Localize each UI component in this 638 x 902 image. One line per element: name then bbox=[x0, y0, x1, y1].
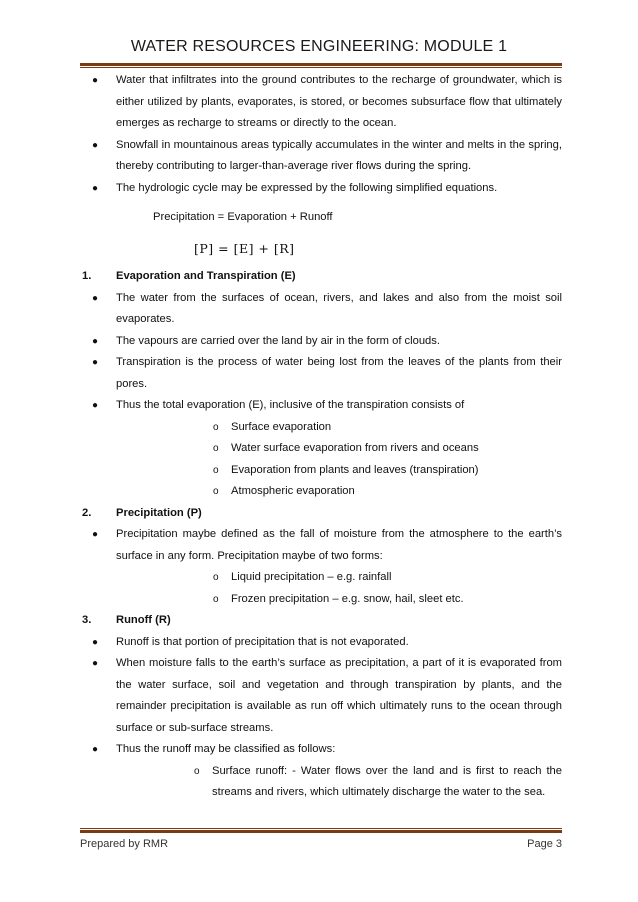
sub-text: Evaporation from plants and leaves (transpiration) bbox=[231, 463, 479, 476]
sub-marker: o bbox=[213, 421, 219, 433]
bullet-text: Thus the runoff may be classified as follows: bbox=[116, 743, 336, 755]
bullet-marker: ● bbox=[92, 529, 99, 540]
section-heading bbox=[82, 503, 562, 525]
bullet-text: The hydrologic cycle may be expressed by the following simplified equations. bbox=[116, 181, 498, 194]
bullet-marker: ● bbox=[92, 400, 99, 411]
footer-rule bbox=[80, 828, 562, 833]
page-body bbox=[82, 70, 562, 804]
bullet-marker: ● bbox=[92, 744, 99, 755]
bullet-item bbox=[82, 135, 562, 178]
bullet-marker: ● bbox=[92, 139, 99, 151]
page-footer bbox=[80, 838, 562, 850]
bullet-marker: ● bbox=[92, 335, 99, 347]
equation-symbols: [P] = [E] + [R] bbox=[194, 240, 295, 256]
bullet-marker: ● bbox=[92, 182, 99, 194]
bullet-marker: ● bbox=[92, 357, 99, 368]
bullet-text: Snowfall in mountainous areas typically accumulates in the winter and melts in the spring, thereby contributing to larger-than-average river flows during the spring. bbox=[116, 138, 562, 172]
sub-item bbox=[82, 761, 562, 804]
bullet-text: Water that infiltrates into the ground contributes to the recharge of groundwater, which is either utilized by plants, evaporates, is stored, or becomes subsurface flow that ultimately emerges as recharge to streams or directly to the ocean. bbox=[116, 74, 562, 129]
sub-item bbox=[82, 567, 562, 589]
bullet-item bbox=[82, 632, 562, 654]
bullet-text: When moisture falls to the earth’s surface as precipitation, a part of it is evaporated from the water surface, soil and vegetation and through transpiration by plants, and the remainder precipitation is available as run off which ultimately runs to the ocean through surface or sub-surface streams. bbox=[116, 657, 562, 734]
sub-item bbox=[82, 589, 562, 611]
section-number: 1. bbox=[82, 270, 92, 282]
sub-marker: o bbox=[213, 486, 219, 497]
section-title: Precipitation (P) bbox=[116, 506, 202, 519]
bullet-item bbox=[82, 653, 562, 739]
sub-text: Liquid precipitation – e.g. rainfall bbox=[231, 571, 392, 583]
sub-marker: o bbox=[213, 593, 219, 605]
section-number: 3. bbox=[82, 614, 92, 626]
bullet-item bbox=[82, 288, 562, 331]
bullet-marker: ● bbox=[92, 658, 99, 669]
sub-marker: o bbox=[213, 464, 219, 476]
bullet-text: Runoff is that portion of precipitation that is not evaporated. bbox=[116, 635, 409, 648]
page-header-title: WATER RESOURCES ENGINEERING: MODULE 1 bbox=[130, 38, 508, 55]
header-rule bbox=[80, 63, 562, 68]
bullet-marker: ● bbox=[92, 75, 99, 86]
bullet-text: Precipitation maybe defined as the fall of moisture from the atmosphere to the earth’s surface in any form. Precipitation maybe of two forms: bbox=[116, 528, 562, 562]
bullet-item bbox=[82, 395, 562, 417]
sub-text: Surface runoff: - Water flows over the land and is first to reach the streams and rivers, which ultimately discharge the water to the sea. bbox=[212, 764, 562, 798]
sub-item bbox=[82, 481, 562, 503]
section-title: Runoff (R) bbox=[116, 614, 171, 626]
section-number: 2. bbox=[82, 506, 92, 519]
sub-text: Frozen precipitation – e.g. snow, hail, sleet etc. bbox=[231, 592, 464, 605]
bullet-item bbox=[82, 70, 562, 135]
bullet-item bbox=[82, 331, 562, 353]
bullet-text: Transpiration is the process of water being lost from the leaves of the plants from their pores. bbox=[116, 356, 562, 390]
sub-text: Atmospheric evaporation bbox=[231, 485, 355, 497]
page-number: Page 3 bbox=[527, 838, 562, 850]
sub-marker: o bbox=[213, 572, 219, 583]
footer-author: Prepared by RMR bbox=[80, 838, 169, 850]
sub-text: Surface evaporation bbox=[231, 420, 332, 433]
bullet-marker: ● bbox=[92, 636, 99, 648]
sub-item bbox=[82, 438, 562, 460]
bullet-text: The water from the surfaces of ocean, rivers, and lakes and also from the moist soil evaporates. bbox=[116, 291, 562, 325]
bullet-item bbox=[82, 352, 562, 395]
section-title: Evaporation and Transpiration (E) bbox=[116, 270, 296, 282]
bullet-marker: ● bbox=[92, 292, 99, 304]
bullet-item bbox=[82, 178, 562, 200]
sub-item bbox=[82, 460, 562, 482]
equation-words: Precipitation = Evaporation + Runoff bbox=[153, 211, 333, 223]
bullet-item bbox=[82, 524, 562, 567]
bullet-item bbox=[82, 739, 562, 761]
bullet-text: Thus the total evaporation (E), inclusive of the transpiration consists of bbox=[116, 399, 465, 411]
sub-text: Water surface evaporation from rivers and oceans bbox=[231, 442, 479, 454]
sub-marker: o bbox=[194, 765, 200, 777]
section-heading bbox=[82, 610, 562, 632]
bullet-text: The vapours are carried over the land by air in the form of clouds. bbox=[116, 334, 440, 347]
section-heading bbox=[82, 266, 562, 288]
sub-item bbox=[82, 417, 562, 439]
sub-marker: o bbox=[213, 443, 219, 454]
